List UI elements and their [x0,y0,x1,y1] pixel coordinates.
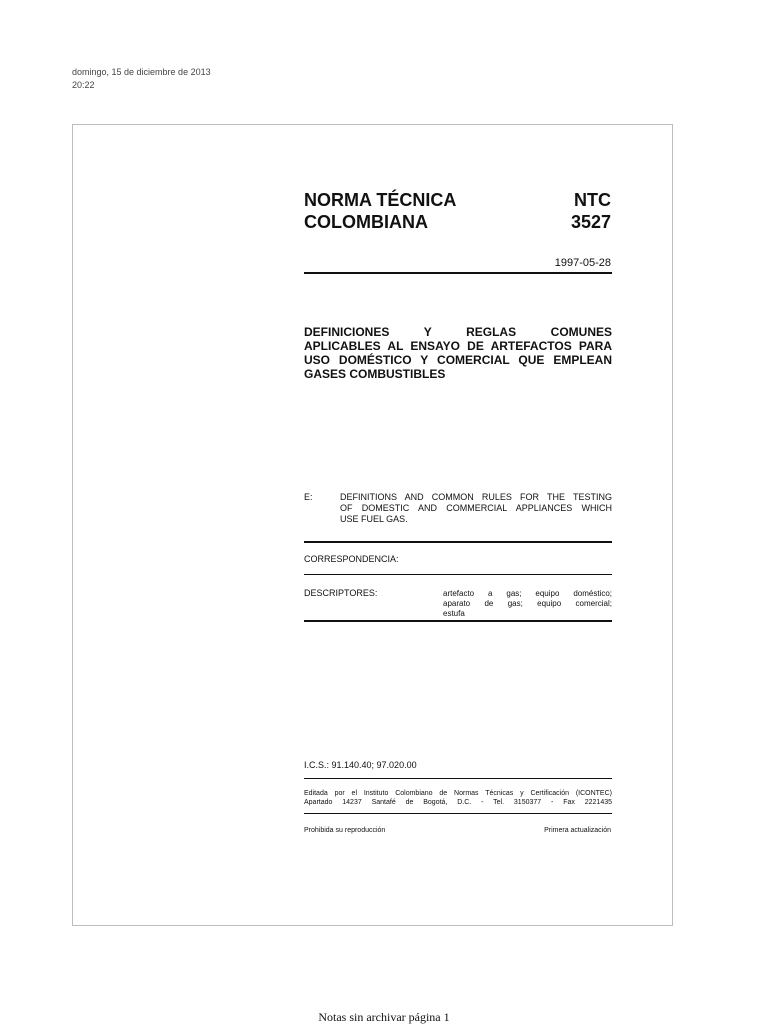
descriptores-values [443,589,612,619]
english-title-line: USE FUEL GAS. [340,514,408,524]
publisher-divider [304,813,612,814]
reproduction-notice: Prohibida su reproducción [304,827,386,834]
ics-code: I.C.S.: 91.140.40; 97.020.00 [304,760,417,770]
english-title-line: OF DOMESTIC AND COMMERCIAL APPLIANCES WHICH [340,503,612,513]
title-line: DEFINICIONES Y REGLAS COMUNES [304,325,612,339]
publisher-info [304,789,612,807]
english-label: E: [304,492,313,502]
standard-name-line-1: NORMA TÉCNICA [304,190,457,210]
page-footer-note: Notas sin archivar página 1 [318,1010,450,1024]
descriptores-divider [304,620,612,622]
standard-name [304,189,456,233]
english-divider [304,541,612,543]
timestamp-time: 20:22 [72,80,95,90]
english-title-line: DEFINITIONS AND COMMON RULES FOR THE TESTING [340,492,612,502]
document-page [72,124,673,926]
correspondencia-label: CORRESPONDENCIA: [304,554,399,564]
descriptor-line: aparato de gas; equipo comercial; [443,599,612,608]
title-line: GASES COMBUSTIBLES [304,367,446,381]
english-title [340,492,612,525]
timestamp [72,66,211,92]
ics-divider [304,778,612,779]
standard-code-prefix: NTC [574,190,611,210]
publisher-line: Apartado 14237 Santafé de Bogotá, D.C. - Tel. 3150377 - Fax 2221435 [304,799,612,806]
header-divider [304,272,612,274]
standard-code-number: 3527 [570,212,611,232]
title-line: APLICABLES AL ENSAYO DE ARTEFACTOS PARA [304,339,612,353]
descriptor-line: estufa [443,609,465,618]
publisher-line: Editada por el Instituto Colombiano de Normas Técnicas y Certificación (ICONTEC) [304,790,612,797]
edition-notice: Primera actualización [544,827,611,834]
standard-name-line-2: COLOMBIANA [304,212,428,232]
standard-date: 1997-05-28 [554,257,611,269]
title-line: USO DOMÉSTICO Y COMERCIAL QUE EMPLEAN [304,353,612,367]
correspondencia-divider [304,574,612,575]
standard-code [553,189,611,233]
descriptores-label: DESCRIPTORES: [304,588,378,598]
document-title [304,325,612,381]
timestamp-date: domingo, 15 de diciembre de 2013 [72,67,211,77]
descriptor-line: artefacto a gas; equipo doméstico; [443,589,612,598]
